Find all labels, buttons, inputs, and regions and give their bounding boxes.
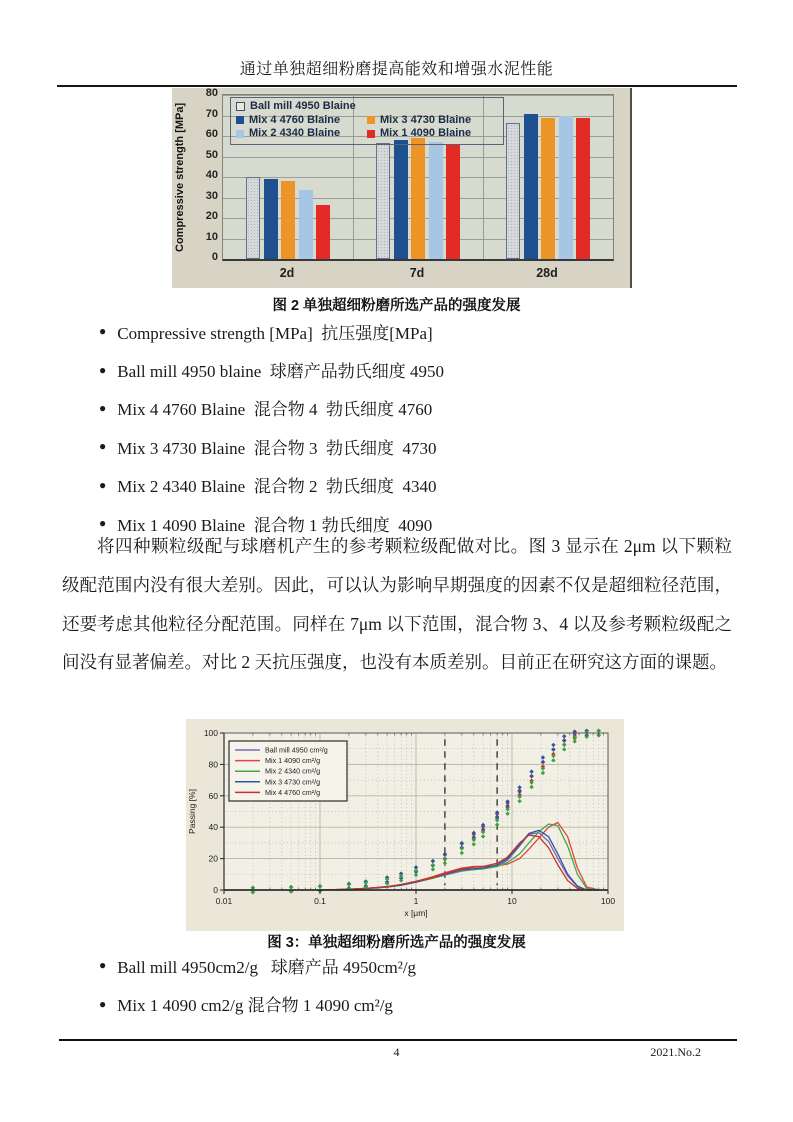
x-tick-label: 0.1	[314, 896, 326, 906]
legend-item	[236, 114, 367, 128]
bullet-icon: ●	[99, 516, 107, 531]
y-tick-label: 0	[213, 885, 218, 895]
legend-item	[367, 114, 498, 128]
x-tick-label: 100	[600, 896, 616, 906]
y-tick-label: 80	[208, 759, 218, 770]
list-item-text: Ball mill 4950cm2/g 球磨产品 4950cm²/g	[117, 957, 417, 977]
y-tick-label: 40	[208, 822, 218, 833]
legend-label: Mix 3 4730 cm²/g	[265, 777, 321, 787]
page-number: 4	[393, 1045, 400, 1059]
y-tick-label: 60	[205, 128, 218, 140]
legend-swatch	[236, 102, 245, 111]
legend-item	[236, 100, 498, 114]
list-item	[99, 427, 729, 465]
header-divider	[57, 85, 737, 87]
bar-7d-series0	[376, 143, 390, 259]
y-tick-label: 40	[205, 169, 218, 181]
bar-2d-series0	[246, 177, 260, 259]
figure3-line-chart	[186, 719, 624, 931]
body-paragraph: 将四种颗粒级配与球磨机产生的参考颗粒级配做对比。图 3 显示在 2μm 以下颗粒级配范围内没有很大差别。因此，可以认为影响早期强度的因素不仅是超细粒径范围，还要考虑其他粒径分配范围。同样在 7μm 以下范围，混合物 3、4 以及参考颗粒级配之间没有显著偏差。对比 2 天抗压强度，也没有本质差别。目前正在研究这方面的课题。	[62, 536, 732, 673]
y-axis-label: Compressive strength [MPa]	[174, 102, 186, 252]
figure3-caption: 图 3：单独超细粉磨所选产品的强度发展	[267, 935, 526, 951]
legend-label: Mix 2 4340 Blaine	[249, 127, 341, 139]
x-axis-label: x [μm]	[404, 908, 428, 918]
bar-7d-series3	[429, 142, 443, 259]
list-item-text: Mix 1 4090 Blaine 混合物 1 勃氏细度 4090	[117, 515, 433, 535]
x-tick-label: 10	[507, 896, 517, 906]
list-item-text: Mix 3 4730 Blaine 混合物 3 勃氏细度 4730	[117, 438, 437, 458]
bullet-icon: ●	[99, 439, 107, 454]
bar-2d-series1	[264, 179, 278, 259]
scatter-marker	[596, 729, 600, 733]
y-tick-label: 60	[208, 790, 218, 801]
legend-item	[236, 127, 367, 141]
x-tick-label: 0.01	[215, 896, 233, 906]
bullet-icon: ●	[99, 958, 107, 973]
legend-label: Ball mill 4950 cm²/g	[265, 745, 328, 755]
list-item-text: Mix 1 4090 cm2/g 混合物 1 4090 cm²/g	[117, 996, 393, 1016]
y-tick-label: 50	[205, 148, 218, 161]
figure2-legend-list	[99, 312, 729, 542]
legend-swatch	[367, 130, 375, 138]
bullet-icon: ●	[99, 400, 107, 415]
legend-label: Mix 4 4760 cm²/g	[265, 787, 321, 797]
y-tick-label: 0	[211, 251, 218, 263]
x-category-label: 28d	[536, 266, 558, 280]
y-tick-label: 100	[203, 728, 218, 738]
bar-2d-series2	[281, 181, 295, 259]
legend-label: Mix 2 4340 cm²/g	[265, 766, 321, 776]
bar-28d-series2	[541, 118, 555, 259]
list-item-text: Mix 2 4340 Blaine 混合物 2 勃氏细度 4340	[117, 477, 437, 497]
bar-7d-series2	[411, 138, 425, 259]
chart-legend	[230, 97, 504, 145]
legend-label: Mix 1 4090 Blaine	[380, 127, 472, 139]
list-item	[99, 350, 729, 388]
legend-label: Mix 3 4730 Blaine	[380, 113, 472, 126]
x-category-label: 7d	[409, 266, 425, 280]
figure3-legend-list	[99, 946, 729, 1023]
list-item	[99, 312, 729, 350]
bullet-icon: ●	[99, 324, 107, 339]
bar-28d-series1	[524, 114, 538, 259]
list-item	[99, 946, 729, 984]
bar-28d-series3	[559, 116, 573, 260]
legend-label: Mix 4 4760 Blaine	[249, 113, 341, 126]
list-item-text: Ball mill 4950 blaine 球磨产品勃氏细度 4950	[117, 362, 445, 382]
y-tick-label: 70	[205, 107, 218, 120]
bar-28d-series4	[576, 118, 590, 259]
bar-7d-series4	[446, 144, 460, 259]
x-category-label: 2d	[279, 266, 295, 280]
y-tick-label: 10	[205, 230, 218, 243]
list-item	[99, 466, 729, 504]
bar-28d-series0	[506, 123, 520, 259]
y-tick-label: 30	[205, 189, 218, 202]
y-tick-label: 20	[208, 853, 218, 864]
figure2-caption: 图 2 单独超细粉磨所选产品的强度发展	[272, 298, 521, 314]
gridline	[223, 95, 613, 96]
x-tick-label: 1	[413, 896, 419, 906]
bar-2d-series3	[299, 190, 313, 259]
y-axis-label: Passing [%]	[187, 789, 197, 834]
bullet-icon: ●	[99, 362, 107, 377]
y-tick-label: 20	[205, 210, 218, 222]
page-title: 通过单独超细粉磨提高能效和增强水泥性能	[239, 61, 554, 78]
list-item	[99, 389, 729, 427]
issue-label: 2021.No.2	[650, 1045, 701, 1059]
bullet-icon: ●	[99, 996, 107, 1011]
list-item	[99, 984, 729, 1022]
legend-swatch	[236, 116, 244, 124]
legend-item	[367, 127, 498, 141]
y-tick-label: 80	[205, 87, 218, 99]
footer-divider	[59, 1039, 737, 1041]
bar-7d-series1	[394, 140, 408, 259]
legend-label: Mix 1 4090 cm²/g	[265, 756, 321, 766]
legend-label: Ball mill 4950 Blaine	[250, 100, 356, 112]
list-item-text: Mix 4 4760 Blaine 混合物 4 勃氏细度 4760	[117, 400, 433, 420]
legend-swatch	[236, 130, 244, 138]
legend-swatch	[367, 116, 375, 124]
bullet-icon: ●	[99, 477, 107, 492]
fig3-chart-svg	[186, 719, 624, 931]
list-item-text: Compressive strength [MPa] 抗压强度[MPa]	[117, 323, 433, 343]
bar-2d-series4	[316, 205, 330, 259]
figure2-bar-chart	[172, 88, 632, 288]
